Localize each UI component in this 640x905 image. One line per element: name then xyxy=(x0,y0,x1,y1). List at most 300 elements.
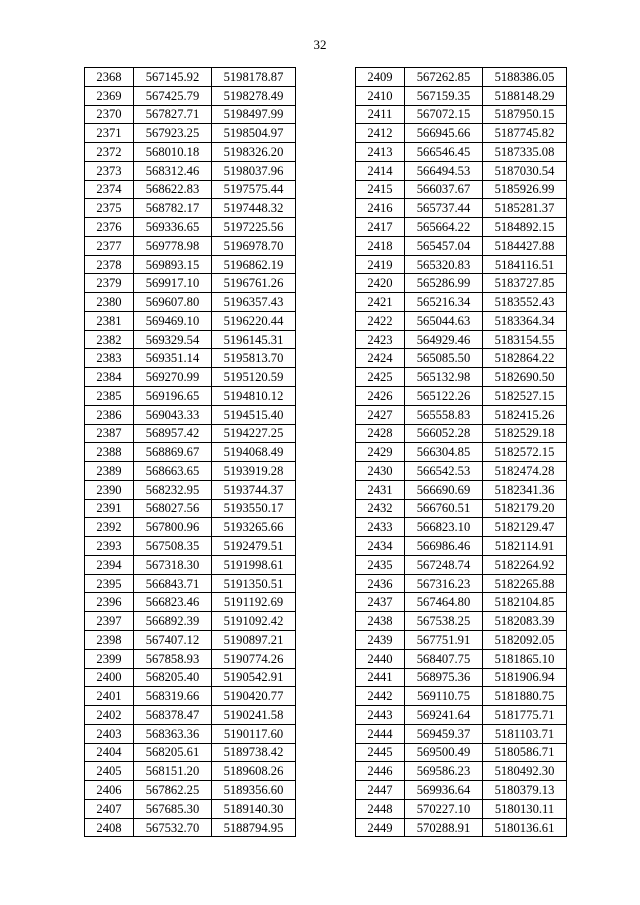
x-coordinate-cell: 566823.10 xyxy=(405,518,483,537)
point-number-cell: 2389 xyxy=(85,462,134,481)
x-coordinate-cell: 569336.65 xyxy=(134,218,212,237)
table-row xyxy=(356,199,567,218)
x-coordinate-cell: 568663.65 xyxy=(134,462,212,481)
y-coordinate-cell: 5198278.49 xyxy=(212,86,296,105)
point-number-cell: 2411 xyxy=(356,105,405,124)
y-coordinate-cell: 5198037.96 xyxy=(212,161,296,180)
y-coordinate-cell: 5196761.26 xyxy=(212,274,296,293)
table-row xyxy=(85,405,296,424)
x-coordinate-cell: 566945.66 xyxy=(405,124,483,143)
point-number-cell: 2368 xyxy=(85,68,134,87)
y-coordinate-cell: 5198178.87 xyxy=(212,68,296,87)
table-row xyxy=(356,612,567,631)
x-coordinate-cell: 566546.45 xyxy=(405,143,483,162)
table-row xyxy=(85,161,296,180)
y-coordinate-cell: 5193744.37 xyxy=(212,480,296,499)
table-row xyxy=(85,687,296,706)
point-number-cell: 2396 xyxy=(85,593,134,612)
table-row xyxy=(356,499,567,518)
x-coordinate-cell: 568869.67 xyxy=(134,443,212,462)
y-coordinate-cell: 5182864.22 xyxy=(483,349,567,368)
point-number-cell: 2434 xyxy=(356,537,405,556)
table-row xyxy=(356,180,567,199)
x-coordinate-cell: 565044.63 xyxy=(405,311,483,330)
page-number: 32 xyxy=(313,37,327,52)
table-row xyxy=(356,105,567,124)
table-row xyxy=(356,799,567,818)
table-row xyxy=(85,180,296,199)
table-row xyxy=(356,706,567,725)
point-number-cell: 2387 xyxy=(85,424,134,443)
table-row xyxy=(85,555,296,574)
x-coordinate-cell: 565320.83 xyxy=(405,255,483,274)
y-coordinate-cell: 5181880.75 xyxy=(483,687,567,706)
x-coordinate-cell: 565737.44 xyxy=(405,199,483,218)
table-row xyxy=(85,255,296,274)
table-row xyxy=(356,762,567,781)
table-row xyxy=(356,274,567,293)
y-coordinate-cell: 5190241.58 xyxy=(212,706,296,725)
x-coordinate-cell: 567425.79 xyxy=(134,86,212,105)
table-row xyxy=(85,199,296,218)
x-coordinate-cell: 569500.49 xyxy=(405,743,483,762)
y-coordinate-cell: 5196862.19 xyxy=(212,255,296,274)
table-row xyxy=(85,743,296,762)
y-coordinate-cell: 5190542.91 xyxy=(212,668,296,687)
x-coordinate-cell: 566304.85 xyxy=(405,443,483,462)
y-coordinate-cell: 5190774.26 xyxy=(212,649,296,668)
x-coordinate-cell: 568312.46 xyxy=(134,161,212,180)
x-coordinate-cell: 567072.15 xyxy=(405,105,483,124)
y-coordinate-cell: 5187335.08 xyxy=(483,143,567,162)
table-row xyxy=(356,68,567,87)
y-coordinate-cell: 5189356.60 xyxy=(212,781,296,800)
point-number-cell: 2437 xyxy=(356,593,405,612)
y-coordinate-cell: 5184116.51 xyxy=(483,255,567,274)
y-coordinate-cell: 5197448.32 xyxy=(212,199,296,218)
y-coordinate-cell: 5188386.05 xyxy=(483,68,567,87)
table-row xyxy=(85,630,296,649)
x-coordinate-cell: 567145.92 xyxy=(134,68,212,87)
point-number-cell: 2372 xyxy=(85,143,134,162)
point-number-cell: 2408 xyxy=(85,818,134,837)
table-row xyxy=(85,368,296,387)
x-coordinate-cell: 565122.26 xyxy=(405,387,483,406)
table-row xyxy=(356,86,567,105)
x-coordinate-cell: 569241.64 xyxy=(405,706,483,725)
table-row xyxy=(85,443,296,462)
x-coordinate-cell: 569196.65 xyxy=(134,387,212,406)
point-number-cell: 2413 xyxy=(356,143,405,162)
y-coordinate-cell: 5185926.99 xyxy=(483,180,567,199)
x-coordinate-cell: 567262.85 xyxy=(405,68,483,87)
x-coordinate-cell: 566843.71 xyxy=(134,574,212,593)
y-coordinate-cell: 5181865.10 xyxy=(483,649,567,668)
table-row xyxy=(356,518,567,537)
table-row xyxy=(356,781,567,800)
y-coordinate-cell: 5198497.99 xyxy=(212,105,296,124)
table-row xyxy=(85,649,296,668)
point-number-cell: 2414 xyxy=(356,161,405,180)
point-number-cell: 2385 xyxy=(85,387,134,406)
point-number-cell: 2440 xyxy=(356,649,405,668)
point-number-cell: 2418 xyxy=(356,236,405,255)
table-row xyxy=(85,593,296,612)
y-coordinate-cell: 5194068.49 xyxy=(212,443,296,462)
point-number-cell: 2382 xyxy=(85,330,134,349)
x-coordinate-cell: 564929.46 xyxy=(405,330,483,349)
x-coordinate-cell: 568205.40 xyxy=(134,668,212,687)
point-number-cell: 2376 xyxy=(85,218,134,237)
table-row xyxy=(356,593,567,612)
y-coordinate-cell: 5196145.31 xyxy=(212,330,296,349)
table-row xyxy=(85,330,296,349)
point-number-cell: 2444 xyxy=(356,724,405,743)
point-number-cell: 2432 xyxy=(356,499,405,518)
point-number-cell: 2424 xyxy=(356,349,405,368)
point-number-cell: 2371 xyxy=(85,124,134,143)
point-number-cell: 2377 xyxy=(85,236,134,255)
x-coordinate-cell: 569459.37 xyxy=(405,724,483,743)
x-coordinate-cell: 569778.98 xyxy=(134,236,212,255)
x-coordinate-cell: 565558.83 xyxy=(405,405,483,424)
x-coordinate-cell: 566823.46 xyxy=(134,593,212,612)
y-coordinate-cell: 5181103.71 xyxy=(483,724,567,743)
table-row xyxy=(356,218,567,237)
table-row xyxy=(356,537,567,556)
table-row xyxy=(85,781,296,800)
y-coordinate-cell: 5181775.71 xyxy=(483,706,567,725)
table-row xyxy=(85,86,296,105)
y-coordinate-cell: 5184427.88 xyxy=(483,236,567,255)
x-coordinate-cell: 565286.99 xyxy=(405,274,483,293)
point-number-cell: 2431 xyxy=(356,480,405,499)
point-number-cell: 2410 xyxy=(356,86,405,105)
table-row xyxy=(356,124,567,143)
x-coordinate-cell: 569043.33 xyxy=(134,405,212,424)
x-coordinate-cell: 567464.80 xyxy=(405,593,483,612)
x-coordinate-cell: 567407.12 xyxy=(134,630,212,649)
y-coordinate-cell: 5180492.30 xyxy=(483,762,567,781)
x-coordinate-cell: 566052.28 xyxy=(405,424,483,443)
y-coordinate-cell: 5195813.70 xyxy=(212,349,296,368)
table-row xyxy=(356,743,567,762)
y-coordinate-cell: 5188794.95 xyxy=(212,818,296,837)
y-coordinate-cell: 5191998.61 xyxy=(212,555,296,574)
y-coordinate-cell: 5190117.60 xyxy=(212,724,296,743)
point-number-cell: 2400 xyxy=(85,668,134,687)
table-row xyxy=(356,387,567,406)
x-coordinate-cell: 567316.23 xyxy=(405,574,483,593)
y-coordinate-cell: 5191350.51 xyxy=(212,574,296,593)
point-number-cell: 2421 xyxy=(356,293,405,312)
point-number-cell: 2406 xyxy=(85,781,134,800)
point-number-cell: 2391 xyxy=(85,499,134,518)
x-coordinate-cell: 568407.75 xyxy=(405,649,483,668)
x-coordinate-cell: 567923.25 xyxy=(134,124,212,143)
coordinates-table-left xyxy=(84,67,296,837)
y-coordinate-cell: 5198504.97 xyxy=(212,124,296,143)
y-coordinate-cell: 5189608.26 xyxy=(212,762,296,781)
point-number-cell: 2441 xyxy=(356,668,405,687)
x-coordinate-cell: 567858.93 xyxy=(134,649,212,668)
y-coordinate-cell: 5182179.20 xyxy=(483,499,567,518)
y-coordinate-cell: 5182264.92 xyxy=(483,555,567,574)
point-number-cell: 2412 xyxy=(356,124,405,143)
table-row xyxy=(356,687,567,706)
point-number-cell: 2378 xyxy=(85,255,134,274)
x-coordinate-cell: 569917.10 xyxy=(134,274,212,293)
point-number-cell: 2403 xyxy=(85,724,134,743)
y-coordinate-cell: 5182092.05 xyxy=(483,630,567,649)
x-coordinate-cell: 566892.39 xyxy=(134,612,212,631)
y-coordinate-cell: 5191192.69 xyxy=(212,593,296,612)
x-coordinate-cell: 568027.56 xyxy=(134,499,212,518)
point-number-cell: 2409 xyxy=(356,68,405,87)
x-coordinate-cell: 567508.35 xyxy=(134,537,212,556)
x-coordinate-cell: 568378.47 xyxy=(134,706,212,725)
y-coordinate-cell: 5182529.18 xyxy=(483,424,567,443)
y-coordinate-cell: 5182474.28 xyxy=(483,462,567,481)
y-coordinate-cell: 5189738.42 xyxy=(212,743,296,762)
y-coordinate-cell: 5197225.56 xyxy=(212,218,296,237)
table-row xyxy=(85,480,296,499)
x-coordinate-cell: 569469.10 xyxy=(134,311,212,330)
point-number-cell: 2428 xyxy=(356,424,405,443)
table-row xyxy=(356,143,567,162)
point-number-cell: 2435 xyxy=(356,555,405,574)
x-coordinate-cell: 568205.61 xyxy=(134,743,212,762)
point-number-cell: 2380 xyxy=(85,293,134,312)
table-row xyxy=(85,537,296,556)
x-coordinate-cell: 567532.70 xyxy=(134,818,212,837)
point-number-cell: 2401 xyxy=(85,687,134,706)
point-number-cell: 2394 xyxy=(85,555,134,574)
x-coordinate-cell: 570227.10 xyxy=(405,799,483,818)
table-row xyxy=(85,424,296,443)
point-number-cell: 2399 xyxy=(85,649,134,668)
point-number-cell: 2404 xyxy=(85,743,134,762)
x-coordinate-cell: 567685.30 xyxy=(134,799,212,818)
table-row xyxy=(356,255,567,274)
y-coordinate-cell: 5182690.50 xyxy=(483,368,567,387)
point-number-cell: 2390 xyxy=(85,480,134,499)
point-number-cell: 2438 xyxy=(356,612,405,631)
point-number-cell: 2386 xyxy=(85,405,134,424)
y-coordinate-cell: 5193265.66 xyxy=(212,518,296,537)
x-coordinate-cell: 568151.20 xyxy=(134,762,212,781)
point-number-cell: 2442 xyxy=(356,687,405,706)
x-coordinate-cell: 568319.66 xyxy=(134,687,212,706)
y-coordinate-cell: 5185281.37 xyxy=(483,199,567,218)
table-row xyxy=(85,668,296,687)
x-coordinate-cell: 570288.91 xyxy=(405,818,483,837)
x-coordinate-cell: 566494.53 xyxy=(405,161,483,180)
point-number-cell: 2420 xyxy=(356,274,405,293)
point-number-cell: 2423 xyxy=(356,330,405,349)
y-coordinate-cell: 5194810.12 xyxy=(212,387,296,406)
y-coordinate-cell: 5181906.94 xyxy=(483,668,567,687)
x-coordinate-cell: 569586.23 xyxy=(405,762,483,781)
point-number-cell: 2395 xyxy=(85,574,134,593)
table-row xyxy=(85,274,296,293)
point-number-cell: 2429 xyxy=(356,443,405,462)
x-coordinate-cell: 567248.74 xyxy=(405,555,483,574)
point-number-cell: 2425 xyxy=(356,368,405,387)
point-number-cell: 2397 xyxy=(85,612,134,631)
table-row xyxy=(85,68,296,87)
point-number-cell: 2430 xyxy=(356,462,405,481)
y-coordinate-cell: 5197575.44 xyxy=(212,180,296,199)
point-number-cell: 2419 xyxy=(356,255,405,274)
table-row xyxy=(356,293,567,312)
x-coordinate-cell: 566986.46 xyxy=(405,537,483,556)
table-row xyxy=(85,236,296,255)
point-number-cell: 2443 xyxy=(356,706,405,725)
table-row xyxy=(85,799,296,818)
point-number-cell: 2422 xyxy=(356,311,405,330)
coordinates-table-right xyxy=(355,67,567,837)
point-number-cell: 2417 xyxy=(356,218,405,237)
point-number-cell: 2373 xyxy=(85,161,134,180)
x-coordinate-cell: 566037.67 xyxy=(405,180,483,199)
point-number-cell: 2381 xyxy=(85,311,134,330)
table-row xyxy=(356,330,567,349)
x-coordinate-cell: 567751.91 xyxy=(405,630,483,649)
x-coordinate-cell: 569270.99 xyxy=(134,368,212,387)
table-row xyxy=(85,612,296,631)
y-coordinate-cell: 5195120.59 xyxy=(212,368,296,387)
x-coordinate-cell: 569351.14 xyxy=(134,349,212,368)
point-number-cell: 2407 xyxy=(85,799,134,818)
y-coordinate-cell: 5182129.47 xyxy=(483,518,567,537)
point-number-cell: 2416 xyxy=(356,199,405,218)
point-number-cell: 2375 xyxy=(85,199,134,218)
y-coordinate-cell: 5182527.15 xyxy=(483,387,567,406)
table-row xyxy=(85,387,296,406)
table-row xyxy=(356,818,567,837)
table-row xyxy=(85,518,296,537)
y-coordinate-cell: 5184892.15 xyxy=(483,218,567,237)
point-number-cell: 2433 xyxy=(356,518,405,537)
table-row xyxy=(356,311,567,330)
point-number-cell: 2392 xyxy=(85,518,134,537)
table-row xyxy=(356,161,567,180)
x-coordinate-cell: 567862.25 xyxy=(134,781,212,800)
point-number-cell: 2447 xyxy=(356,781,405,800)
table-row xyxy=(85,574,296,593)
y-coordinate-cell: 5180586.71 xyxy=(483,743,567,762)
table-row xyxy=(356,668,567,687)
y-coordinate-cell: 5193550.17 xyxy=(212,499,296,518)
x-coordinate-cell: 569607.80 xyxy=(134,293,212,312)
y-coordinate-cell: 5182341.36 xyxy=(483,480,567,499)
point-number-cell: 2370 xyxy=(85,105,134,124)
y-coordinate-cell: 5183552.43 xyxy=(483,293,567,312)
point-number-cell: 2405 xyxy=(85,762,134,781)
table-row xyxy=(356,649,567,668)
y-coordinate-cell: 5194227.25 xyxy=(212,424,296,443)
table-row xyxy=(356,349,567,368)
y-coordinate-cell: 5182104.85 xyxy=(483,593,567,612)
x-coordinate-cell: 568975.36 xyxy=(405,668,483,687)
table-row xyxy=(356,443,567,462)
y-coordinate-cell: 5180136.61 xyxy=(483,818,567,837)
table-row xyxy=(356,630,567,649)
point-number-cell: 2415 xyxy=(356,180,405,199)
table-row xyxy=(85,724,296,743)
x-coordinate-cell: 566542.53 xyxy=(405,462,483,481)
point-number-cell: 2427 xyxy=(356,405,405,424)
y-coordinate-cell: 5196357.43 xyxy=(212,293,296,312)
x-coordinate-cell: 567538.25 xyxy=(405,612,483,631)
point-number-cell: 2439 xyxy=(356,630,405,649)
y-coordinate-cell: 5180379.13 xyxy=(483,781,567,800)
y-coordinate-cell: 5191092.42 xyxy=(212,612,296,631)
table-row xyxy=(356,424,567,443)
point-number-cell: 2388 xyxy=(85,443,134,462)
y-coordinate-cell: 5183154.55 xyxy=(483,330,567,349)
x-coordinate-cell: 568957.42 xyxy=(134,424,212,443)
point-number-cell: 2379 xyxy=(85,274,134,293)
x-coordinate-cell: 566760.51 xyxy=(405,499,483,518)
point-number-cell: 2393 xyxy=(85,537,134,556)
x-coordinate-cell: 567800.96 xyxy=(134,518,212,537)
point-number-cell: 2384 xyxy=(85,368,134,387)
point-number-cell: 2398 xyxy=(85,630,134,649)
y-coordinate-cell: 5182083.39 xyxy=(483,612,567,631)
x-coordinate-cell: 569893.15 xyxy=(134,255,212,274)
table-row xyxy=(356,555,567,574)
point-number-cell: 2446 xyxy=(356,762,405,781)
table-row xyxy=(85,818,296,837)
y-coordinate-cell: 5187030.54 xyxy=(483,161,567,180)
point-number-cell: 2426 xyxy=(356,387,405,406)
point-number-cell: 2402 xyxy=(85,706,134,725)
y-coordinate-cell: 5196220.44 xyxy=(212,311,296,330)
x-coordinate-cell: 569329.54 xyxy=(134,330,212,349)
table-row xyxy=(356,405,567,424)
table-row xyxy=(85,762,296,781)
x-coordinate-cell: 565216.34 xyxy=(405,293,483,312)
table-row xyxy=(85,143,296,162)
y-coordinate-cell: 5192479.51 xyxy=(212,537,296,556)
y-coordinate-cell: 5198326.20 xyxy=(212,143,296,162)
x-coordinate-cell: 565664.22 xyxy=(405,218,483,237)
x-coordinate-cell: 568782.17 xyxy=(134,199,212,218)
point-number-cell: 2445 xyxy=(356,743,405,762)
y-coordinate-cell: 5190420.77 xyxy=(212,687,296,706)
table-row xyxy=(85,218,296,237)
x-coordinate-cell: 565085.50 xyxy=(405,349,483,368)
table-row xyxy=(356,462,567,481)
point-number-cell: 2383 xyxy=(85,349,134,368)
table-row xyxy=(356,368,567,387)
table-row xyxy=(356,480,567,499)
table-row xyxy=(85,293,296,312)
y-coordinate-cell: 5189140.30 xyxy=(212,799,296,818)
y-coordinate-cell: 5183364.34 xyxy=(483,311,567,330)
y-coordinate-cell: 5183727.85 xyxy=(483,274,567,293)
y-coordinate-cell: 5180130.11 xyxy=(483,799,567,818)
x-coordinate-cell: 567318.30 xyxy=(134,555,212,574)
y-coordinate-cell: 5182265.88 xyxy=(483,574,567,593)
x-coordinate-cell: 565132.98 xyxy=(405,368,483,387)
point-number-cell: 2436 xyxy=(356,574,405,593)
point-number-cell: 2448 xyxy=(356,799,405,818)
point-number-cell: 2369 xyxy=(85,86,134,105)
x-coordinate-cell: 568010.18 xyxy=(134,143,212,162)
